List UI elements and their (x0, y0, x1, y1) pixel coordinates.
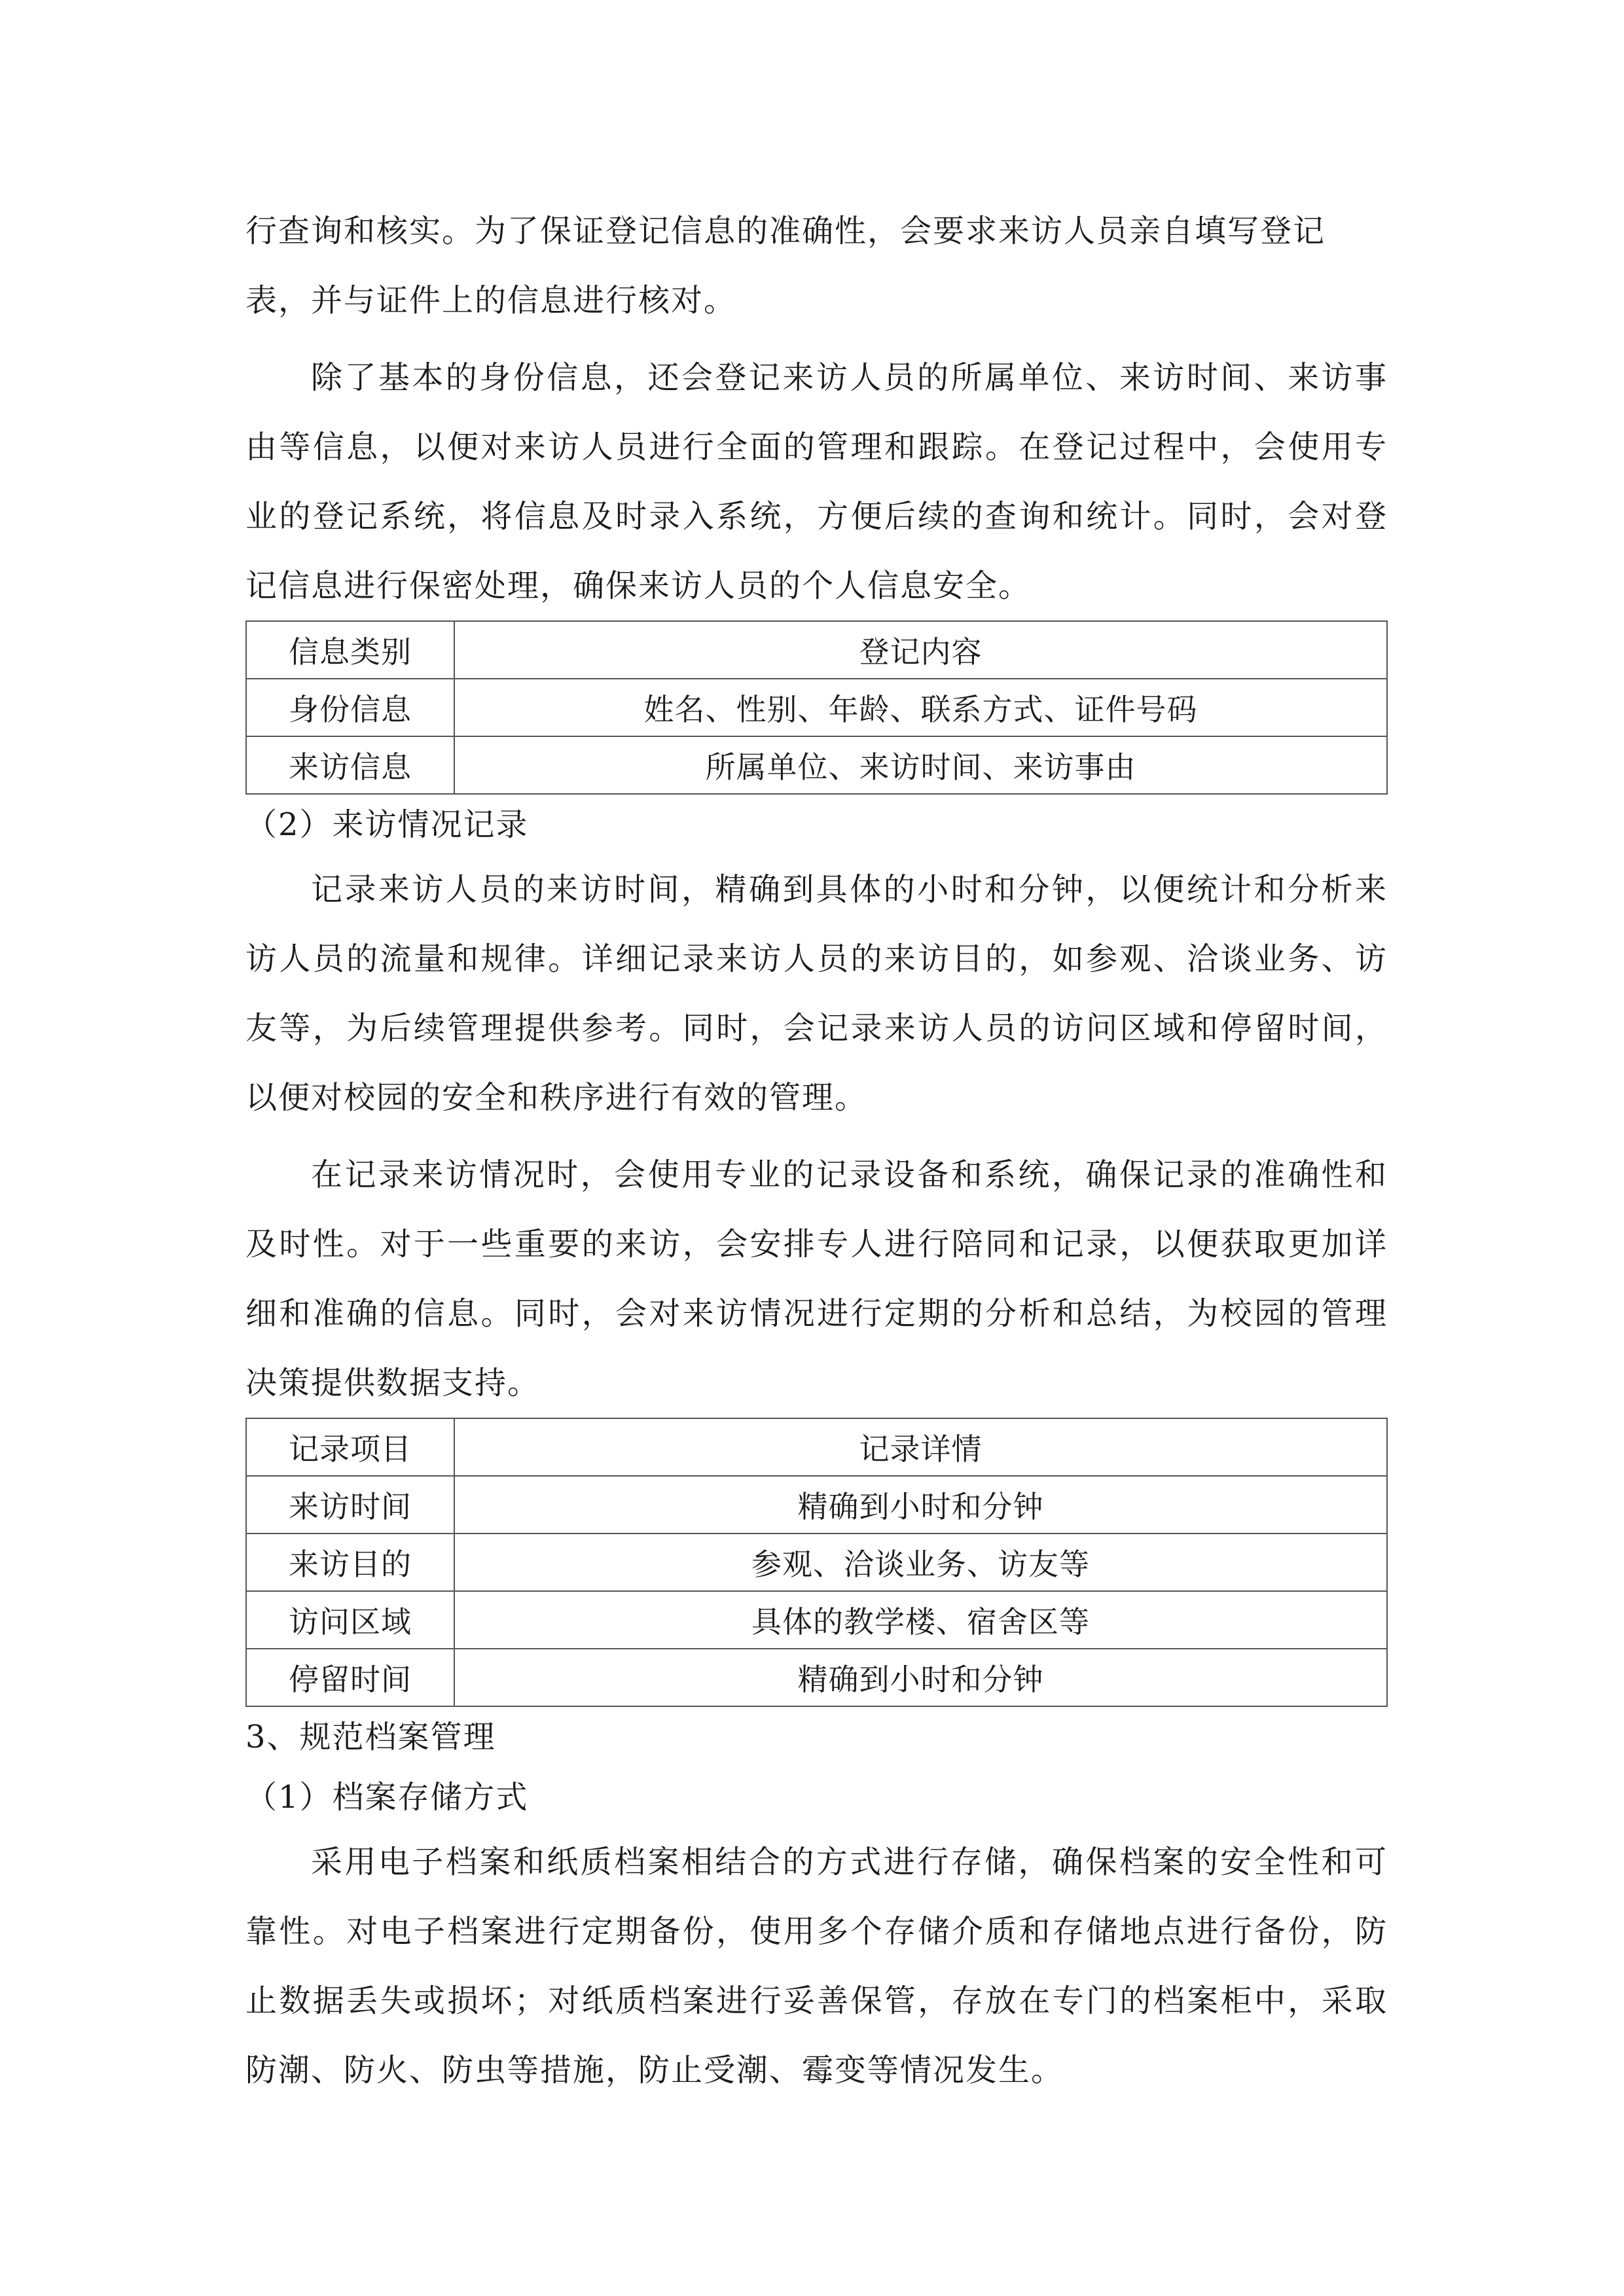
table-row (246, 679, 1387, 736)
visit-record-table (245, 1418, 1388, 1707)
table-header-cell: 信息类别 (246, 621, 454, 679)
registration-info-table (245, 620, 1388, 795)
paragraph-line: 行查询和核实。为了保证登记信息的准确性，会要求来访人员亲自填写登记 (245, 213, 1326, 249)
table-cell: 具体的教学楼、宿舍区等 (454, 1591, 1387, 1649)
paragraph-visit-time: 记录来访人员的来访时间，精确到具体的小时和分钟，以便统计和分析来访人员的流量和规律。详细记录来访人员的来访目的，如参观、洽谈业务、访友等，为后续管理提供参考。同时，会记录来访人员的访问区域和停留时间，以便对校园的安全和秩序进行有效的管理。 (245, 871, 1388, 1116)
document-page (245, 196, 1388, 2105)
paragraph-line: 表，并与证件上的信息进行核对。 (245, 282, 737, 319)
table-cell: 精确到小时和分钟 (454, 1649, 1387, 1706)
table-row (246, 1534, 1387, 1591)
table-row (246, 1591, 1387, 1649)
table-header-cell: 登记内容 (454, 621, 1387, 679)
subsection-heading: （1）档案存储方式 (245, 1779, 529, 1816)
table-cell: 来访信息 (246, 736, 454, 794)
table-cell: 姓名、性别、年龄、联系方式、证件号码 (454, 679, 1387, 736)
table-row (246, 736, 1387, 794)
paragraph-continuation (245, 196, 1388, 335)
table-cell: 来访时间 (246, 1476, 454, 1534)
table-cell: 所属单位、来访时间、来访事由 (454, 736, 1387, 794)
paragraph-record-devices: 在记录来访情况时，会使用专业的记录设备和系统，确保记录的准确性和及时性。对于一些重要的来访，会安排专人进行陪同和记录，以便获取更加详细和准确的信息。同时，会对来访情况进行定期的分析和总结，为校园的管理决策提供数据支持。 (245, 1157, 1388, 1401)
table-cell: 来访目的 (246, 1534, 454, 1591)
section-heading: 3、规范档案管理 (245, 1719, 496, 1755)
table-header-row (246, 1418, 1387, 1476)
section-heading: （2）来访情况记录 (245, 806, 529, 843)
table-cell: 参观、洽谈业务、访友等 (454, 1534, 1387, 1591)
paragraph-basic-info: 除了基本的身份信息，还会登记来访人员的所属单位、来访时间、来访事由等信息，以便对来访人员进行全面的管理和跟踪。在登记过程中，会使用专业的登记系统，将信息及时录入系统，方便后续的查询和统计。同时，会对登记信息进行保密处理，确保来访人员的个人信息安全。 (245, 359, 1388, 604)
table-row (246, 1476, 1387, 1534)
table-cell: 身份信息 (246, 679, 454, 736)
table-row (246, 1649, 1387, 1706)
table-cell: 停留时间 (246, 1649, 454, 1706)
table-header-cell: 记录项目 (246, 1418, 454, 1476)
table-header-row (246, 621, 1387, 679)
table-cell: 精确到小时和分钟 (454, 1476, 1387, 1534)
table-header-cell: 记录详情 (454, 1418, 1387, 1476)
table-cell: 访问区域 (246, 1591, 454, 1649)
paragraph-archive-storage: 采用电子档案和纸质档案相结合的方式进行存储，确保档案的安全性和可靠性。对电子档案进行定期备份，使用多个存储介质和存储地点进行备份，防止数据丢失或损坏；对纸质档案进行妥善保管，存放在专门的档案柜中，采取防潮、防火、防虫等措施，防止受潮、霉变等情况发生。 (245, 1844, 1388, 2089)
